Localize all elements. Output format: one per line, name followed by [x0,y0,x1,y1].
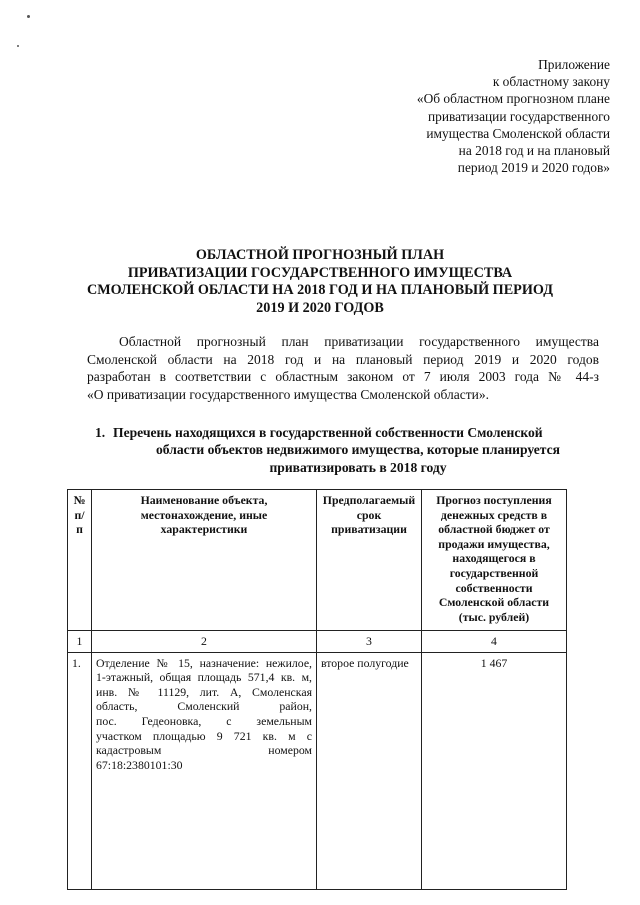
table-header-row [68,490,567,631]
table-row [68,652,567,889]
scan-speck [27,15,30,18]
section-heading-line: Перечень находящихся в государственной собственности Смоленской [113,425,543,440]
section-heading-line: области объектов недвижимого имущества, которые планируется [155,442,561,458]
index-cell: 3 [317,631,422,653]
description-line: область, Смоленский район, [96,699,312,714]
description-line: пос. Гедеоновка, с земельным [96,713,312,728]
section-heading [87,424,607,476]
appendix-line: имущества Смоленской области [426,125,610,141]
row-amount: 1 467 [422,652,567,889]
appendix-line: приватизации государственного [428,108,610,124]
table-index-row [68,631,567,653]
section-number: 1. [95,425,106,440]
intro-line: разработан в соответствии с областным законом от 7 июля 2003 года № 44-з [87,369,599,385]
appendix-line: на 2018 год и на плановый [458,143,610,159]
header-term: Предполагаемый срок приватизации [317,490,422,631]
intro-paragraph [87,333,599,403]
header-forecast: Прогноз поступления денежных средств в областной бюджет от продажи имущества, находящегося в государственной собственности Смоленской области (тыс. рублей) [422,490,567,631]
description-line: кадастровым номером [96,743,312,758]
description-line: инв. № 11129, лит. А, Смоленская [96,684,312,699]
title-line: СМОЛЕНСКОЙ ОБЛАСТИ НА 2018 ГОД И НА ПЛАНОВЫЙ ПЕРИОД [87,282,553,298]
document-title [40,247,600,317]
scan-speck [17,45,19,47]
intro-line: «О приватизации государственного имущества Смоленской области». [87,386,489,402]
title-line: ОБЛАСТНОЙ ПРОГНОЗНЫЙ ПЛАН [195,247,445,263]
section-heading-line: приватизировать в 2018 году [269,459,447,475]
index-cell: 1 [68,631,92,653]
index-cell: 4 [422,631,567,653]
description-line: Отделение № 15, назначение: нежилое, [96,655,312,670]
intro-line: Смоленской области на 2018 год и на плановый период 2019 и 2020 годов [87,351,599,367]
privatization-table [67,489,567,890]
title-line: 2019 И 2020 ГОДОВ [256,299,384,316]
intro-line: Областной прогнозный план приватизации государственного имущества [119,334,599,349]
appendix-note [350,56,610,176]
row-description [92,652,317,889]
row-term: второе полугодие [317,652,422,889]
appendix-line: период 2019 и 2020 годов» [457,160,610,176]
appendix-line: «Об областном прогнозном плане [416,91,610,107]
row-number: 1. [68,652,92,889]
index-cell: 2 [92,631,317,653]
description-line: 1-этажный, общая площадь 571,4 кв. м, [96,670,312,685]
appendix-line: Приложение [538,57,610,72]
header-object: Наименование объекта, местонахождение, иные характеристики [92,490,317,631]
description-line: 67:18:2380101:30 [96,757,183,772]
title-line: ПРИВАТИЗАЦИИ ГОСУДАРСТВЕННОГО ИМУЩЕСТВА [127,264,513,281]
appendix-line: к областному закону [492,74,610,90]
header-number: № п/п [68,490,92,631]
description-line: участком площадью 9 721 кв. м с [96,728,312,743]
